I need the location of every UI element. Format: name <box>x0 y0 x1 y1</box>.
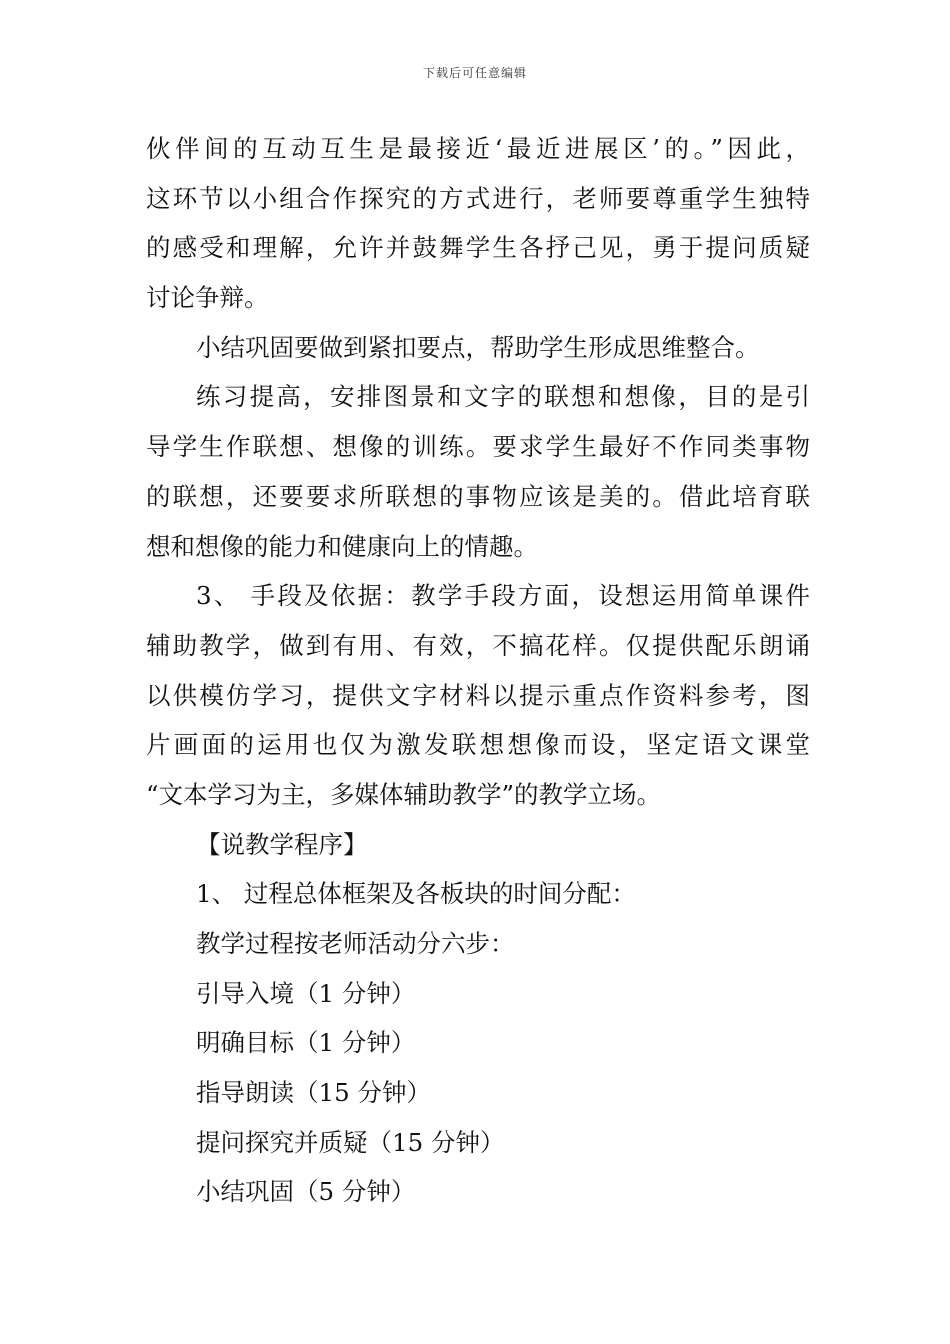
text-line: 讨论争辩。 <box>146 283 269 313</box>
text-line: 这环节以小组合作探究的方式进行，老师要尊重学生独特 <box>146 183 810 213</box>
text-line: 想和想像的能力和健康向上的情趣。 <box>146 531 538 561</box>
text-line: 小结巩固要做到紧扣要点，帮助学生形成思维整合。 <box>196 332 760 362</box>
document-body <box>146 124 810 1217</box>
text-line: 片画面的运用也仅为激发联想想像而设，坚定语文课堂 <box>146 730 810 760</box>
text-line: 辅助教学，做到有用、有效，不搞花样。仅提供配乐朗诵 <box>146 630 810 660</box>
text-line: 明确目标（1 分钟） <box>196 1028 416 1058</box>
text-line: 教学过程按老师活动分六步： <box>196 929 515 958</box>
page-header: 下载后可任意编辑 <box>422 66 527 80</box>
text-line: 练习提高，安排图景和文字的联想和想像，目的是引 <box>196 382 810 412</box>
text-line: 引导入境（1 分钟） <box>196 978 416 1008</box>
text-line: 【说教学程序】 <box>196 829 368 859</box>
text-line: 伙伴间的互动互生是最接近‘最近进展区’的。”因此， <box>146 134 810 163</box>
text-line: 的联想，还要要求所联想的事物应该是美的。借此培育联 <box>146 481 810 511</box>
text-line: 3、 手段及依据：教学手段方面，设想运用简单课件 <box>196 581 810 611</box>
text-line: 小结巩固（5 分钟） <box>196 1177 416 1207</box>
text-line: “文本学习为主，多媒体辅助教学”的教学立场。 <box>146 779 662 809</box>
text-line: 导学生作联想、想像的训练。要求学生最好不作同类事物 <box>146 432 810 462</box>
text-line: 提问探究并质疑（15 分钟） <box>196 1127 505 1157</box>
text-line: 指导朗读（15 分钟） <box>196 1078 431 1108</box>
text-line: 1、 过程总体框架及各板块的时间分配： <box>196 879 636 909</box>
text-line: 的感受和理解，允许并鼓舞学生各抒己见，勇于提问质疑 <box>146 233 810 263</box>
text-line: 以供模仿学习，提供文字材料以提示重点作资料参考，图 <box>146 680 810 710</box>
